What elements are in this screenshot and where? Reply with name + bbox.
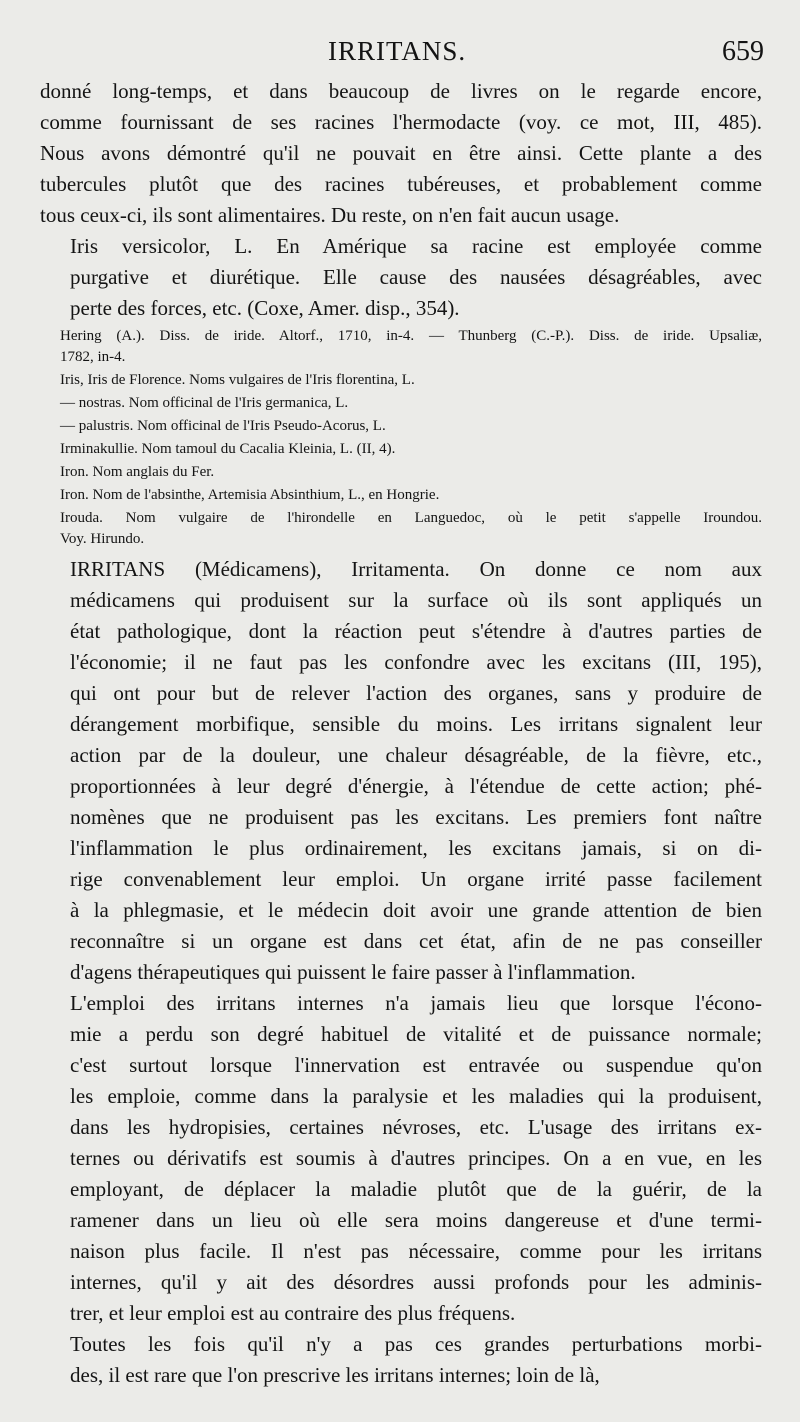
text-line: Hering (A.). Diss. de iride. Altorf., 1710, in-4. — Thunberg (C.-P.). Diss. de iride. Upsaliæ, [60, 328, 762, 344]
paragraph [40, 231, 762, 324]
text-line: Toutes les fois qu'il n'y a pas ces grandes perturbations morbi- [70, 1332, 762, 1356]
page-number: 659 [722, 36, 764, 67]
text-line: qui ont pour but de relever l'action des organes, sans y produire de [70, 681, 762, 705]
footnote-entry [40, 416, 762, 437]
page-header [40, 36, 764, 76]
text-line: proportionnées à leur degré d'énergie, à l'étendue de cette action; phé- [70, 774, 762, 798]
paragraph [40, 988, 762, 1329]
running-title: IRRITANS. [328, 36, 467, 66]
text-line: l'économie; il ne faut pas les confondre avec les excitans (III, 195), [70, 650, 762, 674]
paragraph [40, 1329, 762, 1391]
text-line: internes, qu'il y ait des désordres aussi profonds pour les adminis- [70, 1270, 762, 1294]
footnote-entry [40, 370, 762, 391]
text-line: reconnaître si un organe est dans cet état, afin de ne pas conseiller [70, 929, 762, 953]
footnote-entry [40, 393, 762, 414]
text-line: d'agens thérapeutiques qui puissent le faire passer à l'inflammation. [70, 960, 636, 984]
text-line: purgative et diurétique. Elle cause des nausées désagréables, avec [70, 265, 762, 289]
footnote-entry [40, 508, 762, 550]
text-line: dans les hydropisies, certaines névroses, etc. L'usage des irritans ex- [70, 1115, 762, 1139]
text-line: action par de la douleur, une chaleur désagréable, de la fièvre, etc., [70, 743, 762, 767]
footnote-entry [40, 485, 762, 506]
text-line: Iron. Nom de l'absinthe, Artemisia Absinthium, L., en Hongrie. [60, 487, 440, 503]
text-line: naison plus facile. Il n'est pas nécessaire, comme pour les irritans [70, 1239, 762, 1263]
footnote-entry [40, 462, 762, 483]
text-line: l'inflammation le plus ordinairement, les excitans jamais, si on di- [70, 836, 762, 860]
text-line: — palustris. Nom officinal de l'Iris Pseudo-Acorus, L. [60, 418, 386, 434]
text-line: 1782, in-4. [60, 349, 126, 365]
footnote-entry [40, 439, 762, 460]
text-line: L'emploi des irritans internes n'a jamais lieu que lorsque l'écono- [70, 991, 762, 1015]
text-line: Voy. Hirundo. [60, 531, 145, 547]
text-line: — nostras. Nom officinal de l'Iris germanica, L. [60, 395, 349, 411]
paragraph [40, 76, 762, 231]
text-line: nomènes que ne produisent pas les excitans. Les premiers font naître [70, 805, 762, 829]
text-line: trer, et leur emploi est au contraire des plus fréquens. [70, 1301, 516, 1325]
text-line: Iron. Nom anglais du Fer. [60, 464, 215, 480]
text-line: état pathologique, dont la réaction peut s'étendre à d'autres parties de [70, 619, 762, 643]
text-line: médicamens qui produisent sur la surface où ils sont appliqués un [70, 588, 762, 612]
text-line: ramener dans un lieu où elle sera moins dangereuse et d'une termi- [70, 1208, 762, 1232]
text-line: IRRITANS (Médicamens), Irritamenta. On donne ce nom aux [70, 557, 762, 581]
text-line: Iris, Iris de Florence. Noms vulgaires de l'Iris florentina, L. [60, 372, 415, 388]
text-line: ternes ou dérivatifs est soumis à d'autres principes. On a en vue, en les [70, 1146, 762, 1170]
text-line: rige convenablement leur emploi. Un organe irrité passe facilement [70, 867, 762, 891]
page-body [40, 76, 762, 1391]
paragraph [40, 554, 762, 988]
text-line: tubercules plutôt que des racines tubéreuses, et probablement comme [40, 172, 762, 196]
text-line: perte des forces, etc. (Coxe, Amer. disp., 354). [70, 296, 460, 320]
text-line: Irouda. Nom vulgaire de l'hirondelle en Languedoc, où le petit s'appelle Iroundou. [60, 510, 762, 526]
text-line: des, il est rare que l'on prescrive les irritans internes; loin de là, [70, 1363, 600, 1387]
text-line: Nous avons démontré qu'il ne pouvait en être ainsi. Cette plante a des [40, 141, 762, 165]
text-line: mie a perdu son degré habituel de vitalité et de puissance normale; [70, 1022, 762, 1046]
text-line: les emploie, comme dans la paralysie et les maladies qui la produisent, [70, 1084, 762, 1108]
text-line: Iris versicolor, L. En Amérique sa racine est employée comme [70, 234, 762, 258]
text-line: employant, de déplacer la maladie plutôt que de la guérir, de la [70, 1177, 762, 1201]
text-line: c'est surtout lorsque l'innervation est entravée ou suspendue qu'on [70, 1053, 762, 1077]
text-line: dérangement morbifique, sensible du moins. Les irritans signalent leur [70, 712, 762, 736]
text-line: comme fournissant de ses racines l'hermodacte (voy. ce mot, III, 485). [40, 110, 762, 134]
footnote-entry [40, 326, 762, 368]
text-line: Irminakullie. Nom tamoul du Cacalia Kleinia, L. (II, 4). [60, 441, 396, 457]
text-line: tous ceux-ci, ils sont alimentaires. Du reste, on n'en fait aucun usage. [40, 203, 620, 227]
text-line: à la phlegmasie, et le médecin doit avoir une grande attention de bien [70, 898, 762, 922]
text-line: donné long-temps, et dans beaucoup de livres on le regarde encore, [40, 79, 762, 103]
